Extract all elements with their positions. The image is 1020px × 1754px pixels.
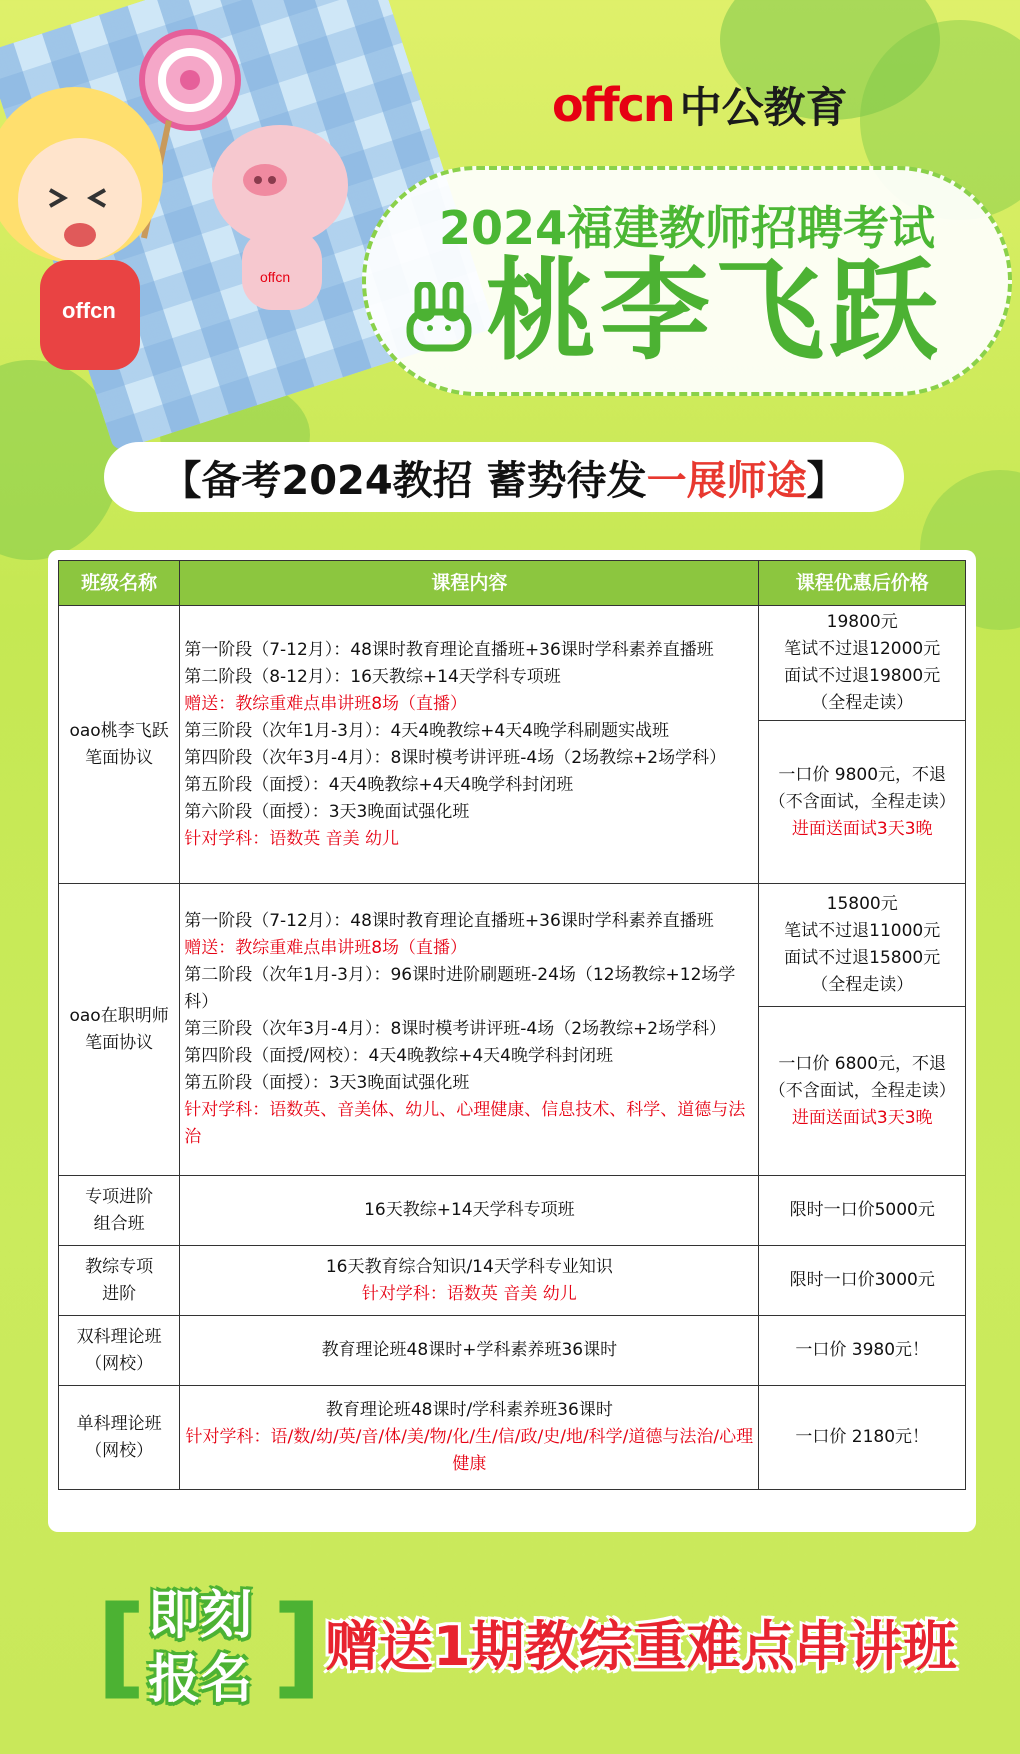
table-row (59, 1386, 966, 1490)
offcn-logo (552, 78, 848, 132)
svg-text:offcn: offcn (62, 298, 116, 323)
price-cell (759, 884, 966, 1176)
content-cell: 教育理论班48课时/学科素养班36课时 针对学科：语/数/幼/英/音/体/美/物/化/生/信/政/史/地/科学/道德与法治/心理健康 (180, 1386, 759, 1490)
mascot-illustration (0, 0, 380, 420)
table-row (59, 1316, 966, 1386)
slogan-highlight: 一展师途 (646, 457, 807, 504)
slogan-text: 备考2024教招 蓄势待发 (201, 457, 647, 504)
class-name-cell: oao在职明师 笔面协议 (59, 884, 180, 1176)
table-row (59, 606, 966, 884)
signup-text[interactable]: 即刻 报名 (147, 1586, 252, 1710)
price-cell: 限时一口价3000元 (759, 1246, 966, 1316)
class-name-cell: 双科理论班 （网校） (59, 1316, 180, 1386)
gift-text: 赠送1期教综重难点串讲班 (325, 1615, 957, 1678)
price-block-fixed: 一口价 6800元，不退 （不含面试，全程走读） 进面送面试3天3晚 (768, 1053, 956, 1128)
title-card (362, 166, 1012, 396)
pig-badge: offcn (260, 269, 291, 285)
price-cell: 一口价 3980元！ (759, 1316, 966, 1386)
logo-en: offcn (552, 78, 674, 132)
header-class-name: 班级名称 (59, 561, 180, 606)
class-name-cell: oao桃李飞跃 笔面协议 (59, 606, 180, 884)
content-cell: 第一阶段（7-12月）：48课时教育理论直播班+36课时学科素养直播班 赠送：教综重难点串讲班8场（直播） 第二阶段（次年1月-3月）：96课时进阶刷题班-24场（12场教综+12场学科） 第三阶段（次年3月-4月）：8课时模考讲评班-4场（2场教综+2场学科） 第四阶段（面授/网校）：4天4晚教综+4天4晚学科封闭班 第五阶段（面授）：3天3晚面试强化班 针对学科：语数英、音美体、幼儿、心理健康、信息技术、科学、道德与法治 (180, 884, 759, 1176)
course-table (58, 560, 966, 1490)
content-cell: 教育理论班48课时+学科素养班36课时 (180, 1316, 759, 1386)
content-cell: 16天教育综合知识/14天学科专业知识 针对学科：语数英 音美 幼儿 (180, 1246, 759, 1316)
table-header-row (59, 561, 966, 606)
class-name-cell: 教综专项 进阶 (59, 1246, 180, 1316)
header-price: 课程优惠后价格 (759, 561, 966, 606)
price-block-refund: 19800元 笔试不过退12000元 面试不过退19800元 （全程走读） (759, 606, 965, 721)
header-content: 课程内容 (180, 561, 759, 606)
signup-badge[interactable] (96, 1576, 323, 1724)
table-row (59, 1246, 966, 1316)
table-row (59, 884, 966, 1176)
content-cell: 第一阶段（7-12月）：48课时教育理论直播班+36课时学科素养直播班 第二阶段（8-12月）：16天教综+14天学科专项班 赠送：教综重难点串讲班8场（直播） 第三阶段（次年1月-3月）：4天4晚教综+4天4晚学科刷题实战班 第四阶段（次年3月-4月）：8课时模考讲评班-4场（2场教综+2场学科） 第五阶段（面授）：4天4晚教综+4天4晚学科封闭班 第六阶段（面授）：3天3晚面试强化班 针对学科：语数英 音美 幼儿 (180, 606, 759, 884)
price-block-refund: 15800元 笔试不过退11000元 面试不过退15800元 （全程走读） (759, 884, 965, 1007)
price-block-fixed: 一口价 9800元，不退 （不含面试，全程走读） 进面送面试3天3晚 (768, 764, 956, 839)
price-cell: 限时一口价5000元 (759, 1176, 966, 1246)
main-title: 桃李飞跃 (486, 247, 942, 375)
class-name-cell: 单科理论班 （网校） (59, 1386, 180, 1490)
logo-cn: 中公教育 (679, 83, 848, 132)
content-cell: 16天教综+14天学科专项班 (180, 1176, 759, 1246)
course-table-card (48, 550, 976, 1532)
exam-subtitle: 2024福建教师招聘考试 (438, 201, 936, 255)
price-cell (759, 606, 966, 884)
slogan-banner: 【 备考2024教招 蓄势待发 一展师途 】 (104, 442, 904, 512)
bracket-right: ] (272, 1582, 323, 1710)
bunny-icon (404, 282, 474, 352)
price-cell: 一口价 2180元！ (759, 1386, 966, 1490)
class-name-cell: 专项进阶 组合班 (59, 1176, 180, 1246)
bracket-left: [ (96, 1582, 147, 1710)
table-row (59, 1176, 966, 1246)
